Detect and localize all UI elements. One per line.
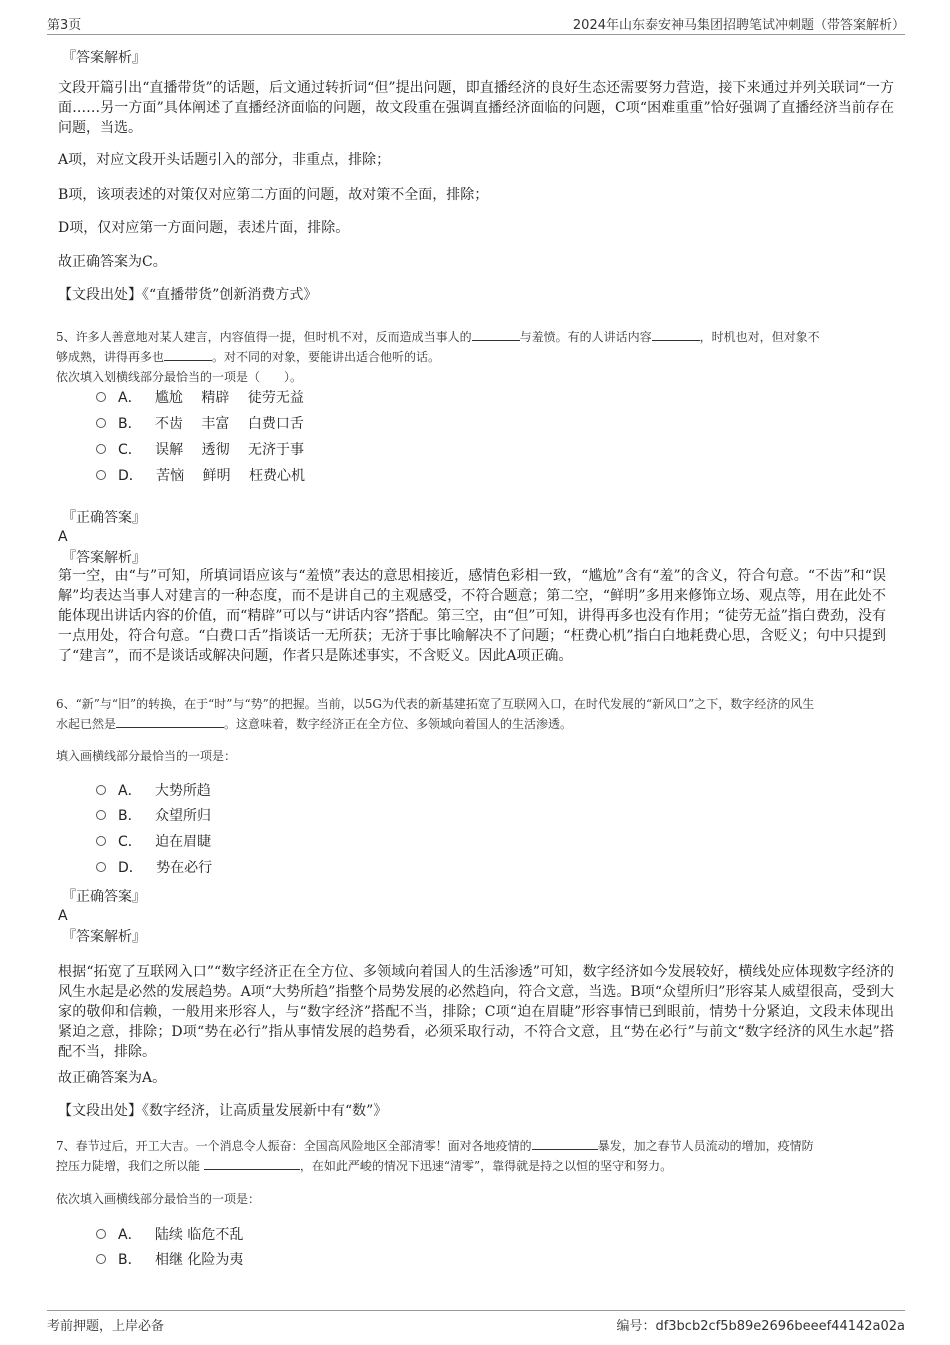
q6-option-d[interactable] — [96, 858, 212, 878]
q6-stem-part2: 水起已然是 — [56, 717, 117, 731]
q5-analysis-heading: 『答案解析』 — [62, 550, 146, 566]
q6-stem-part3: 。这意味着，数字经济正在全方位、多领域向着国人的生活渗透。 — [224, 717, 573, 731]
q5-stem-part1: 5、许多人善意地对某人建言，内容值得一提，但时机不对，反而造成当事人的 — [56, 330, 472, 344]
q6-analysis-heading: 『答案解析』 — [62, 929, 146, 945]
q7-option-b-label: B． 相继 化险为夷 — [118, 1252, 244, 1268]
q6-option-d-label: D． 势在必行 — [118, 860, 213, 876]
radio-icon[interactable] — [96, 1229, 106, 1239]
q6-conclusion: 故正确答案为A。 — [58, 1070, 167, 1086]
q4-option-d-analysis: D项，仅对应第一方面问题，表述片面，排除。 — [58, 220, 350, 236]
q5-blank-3[interactable] — [164, 348, 212, 361]
radio-icon[interactable] — [96, 862, 106, 872]
q5-option-a[interactable] — [96, 388, 304, 408]
q7-option-a[interactable] — [96, 1225, 243, 1245]
document-title: 2024年山东泰安神马集团招聘笔试冲刺题（带答案解析） — [572, 18, 905, 33]
q4-option-b-analysis: B项，该项表述的对策仅对应第二方面的问题，故对策不全面，排除； — [58, 187, 489, 203]
q7-prompt: 依次填入画横线部分最恰当的一项是： — [56, 1192, 261, 1206]
radio-icon[interactable] — [96, 470, 106, 480]
q4-conclusion: 故正确答案为C。 — [58, 254, 167, 270]
page-footer — [47, 1310, 905, 1335]
radio-icon[interactable] — [96, 785, 106, 795]
q6-option-a[interactable] — [96, 781, 211, 801]
q6-analysis: 根据“拓宽了互联网入口”“数字经济正在全方位、多领域向着国人的生活渗透”可知，数字经济如今发展较好，横线处应体现数字经济的风生水起是必然的发展趋势。A项“大势所趋”指整个局势发展的必然趋向，符合文意，当选。B项“众望所归”形容某人威望很高，受到大家的敬仰和信赖，一般用来形容人，与“数字经济”搭配不当，排除；C项“迫在眉睫”形容事情已到眼前，情势十分紧迫，文段未体现出紧迫之意，排除；D项“势在必行”指从事情发展的趋势看，必须采取行动，不符合文意，且“势在必行”与前文“数字经济的风生水起”搭配不当，排除。 — [58, 964, 894, 1060]
q6-answer: A — [58, 908, 68, 924]
radio-icon[interactable] — [96, 810, 106, 820]
radio-icon[interactable] — [96, 392, 106, 402]
q6-option-c-label: C． 迫在眉睫 — [118, 834, 212, 850]
q7-stem-part2: 暴发，加之春节人员流动的增加，疫情防 — [597, 1139, 814, 1153]
q6-answer-heading: 『正确答案』 — [62, 889, 146, 905]
q5-answer: A — [58, 529, 68, 545]
footer-slogan: 考前押题，上岸必备 — [47, 1319, 165, 1334]
q5-option-a-label: A． 尴尬 精辟 徒劳无益 — [118, 390, 304, 406]
radio-icon[interactable] — [96, 418, 106, 428]
q7-stem-part3: 控压力陡增，我们之所以能 — [56, 1159, 201, 1173]
document-id: 编号：df3bcb2cf5b89e2696beeef44142a02a — [616, 1319, 905, 1334]
q4-source: 【文段出处】《“直播带货”创新消费方式》 — [58, 287, 318, 303]
q6-source: 【文段出处】《数字经济，让高质量发展新中有“数”》 — [58, 1103, 388, 1119]
q7-stem-part1: 7、春节过后，开工大吉。一个消息令人振奋：全国高风险地区全部清零！面对各地疫情的 — [56, 1139, 532, 1153]
q5-option-b-label: B． 不齿 丰富 白费口舌 — [118, 416, 304, 432]
q5-analysis: 第一空，由“与”可知，所填词语应该与“羞愤”表达的意思相接近，感情色彩相一致，“尴尬”含有“羞”的含义，符合句意。“不齿”和“误解”均表达当事人对建言的一种态度，而不是讲自己的主观感受，不符合题意；第二空，“鲜明”多用来修饰立场、观点等，用在此处不能体现出讲话内容的价值，而“精辟”可以与“讲话内容”搭配。第三空，由“但”可知，讲得再多也没有作用；“徒劳无益”指白费劲，没有一点用处，符合句意。“白费口舌”指谈话一无所获；无济于事比喻解决不了问题；“枉费心机”指白白地耗费心思，含贬义；句中只提到了“建言”，而不是谈话或解决问题，作者只是陈述事实，不含贬义。因此A项正确。 — [58, 568, 886, 664]
q4-analysis: 文段开篇引出“直播带货”的话题，后文通过转折词“但”提出问题，即直播经济的良好生态还需要努力营造，接下来通过并列关联词“一方面……另一方面”具体阐述了直播经济面临的问题，故文段重在强调直播经济面临的问题，C项“困难重重”恰好强调了直播经济当前存在问题，当选。 — [58, 80, 894, 136]
q7-option-a-label: A． 陆续 临危不乱 — [118, 1227, 244, 1243]
radio-icon[interactable] — [96, 1254, 106, 1264]
q5-option-d[interactable] — [96, 466, 305, 486]
q6-prompt: 填入画横线部分最恰当的一项是： — [56, 749, 237, 763]
q5-option-d-label: D． 苦恼 鲜明 枉费心机 — [118, 468, 306, 484]
q5-option-b[interactable] — [96, 414, 304, 434]
q5-stem-part3: ，时机也对，但对象不 — [699, 330, 820, 344]
q5-stem-part4: 够成熟，讲得再多也 — [56, 350, 165, 364]
q5-stem-part2: 与羞愤。有的人讲话内容 — [519, 330, 652, 344]
q6-option-b-label: B． 众望所归 — [118, 808, 211, 824]
q7-option-b[interactable] — [96, 1250, 243, 1270]
q7-stem — [56, 1136, 896, 1176]
q5-option-c[interactable] — [96, 440, 304, 460]
q6-blank[interactable] — [116, 715, 224, 728]
q5-stem-part5: 。对不同的对象，要能讲出适合他听的话。 — [212, 350, 441, 364]
q6-option-c[interactable] — [96, 832, 211, 852]
q7-stem-part4: ，在如此严峻的情况下迅速“清零”，靠得就是持之以恒的坚守和努力。 — [299, 1159, 673, 1173]
radio-icon[interactable] — [96, 444, 106, 454]
q7-blank-2[interactable] — [204, 1157, 300, 1170]
q5-blank-2[interactable] — [652, 328, 700, 341]
radio-icon[interactable] — [96, 836, 106, 846]
q7-blank-1[interactable] — [532, 1137, 598, 1150]
q5-stem — [56, 327, 896, 367]
q4-analysis-heading: 『答案解析』 — [62, 50, 146, 66]
q5-prompt: 依次填入划横线部分最恰当的一项是（ ）。 — [56, 370, 303, 384]
q5-blank-1[interactable] — [472, 328, 520, 341]
q6-stem — [56, 694, 896, 734]
page-number: 第3页 — [47, 18, 82, 33]
q5-answer-heading: 『正确答案』 — [62, 510, 146, 526]
q6-option-a-label: A． 大势所趋 — [118, 783, 211, 799]
q4-option-a-analysis: A项，对应文段开头话题引入的部分，非重点，排除； — [58, 152, 391, 168]
page-header — [47, 14, 905, 35]
q6-stem-part1: 6、“新”与“旧”的转换，在于“时”与“势”的把握。当前，以5G为代表的新基建拓宽了互联网入口，在时代发展的“新风口”之下，数字经济的风生 — [56, 697, 815, 711]
q6-option-b[interactable] — [96, 806, 211, 826]
q5-option-c-label: C． 误解 透彻 无济于事 — [118, 442, 305, 458]
